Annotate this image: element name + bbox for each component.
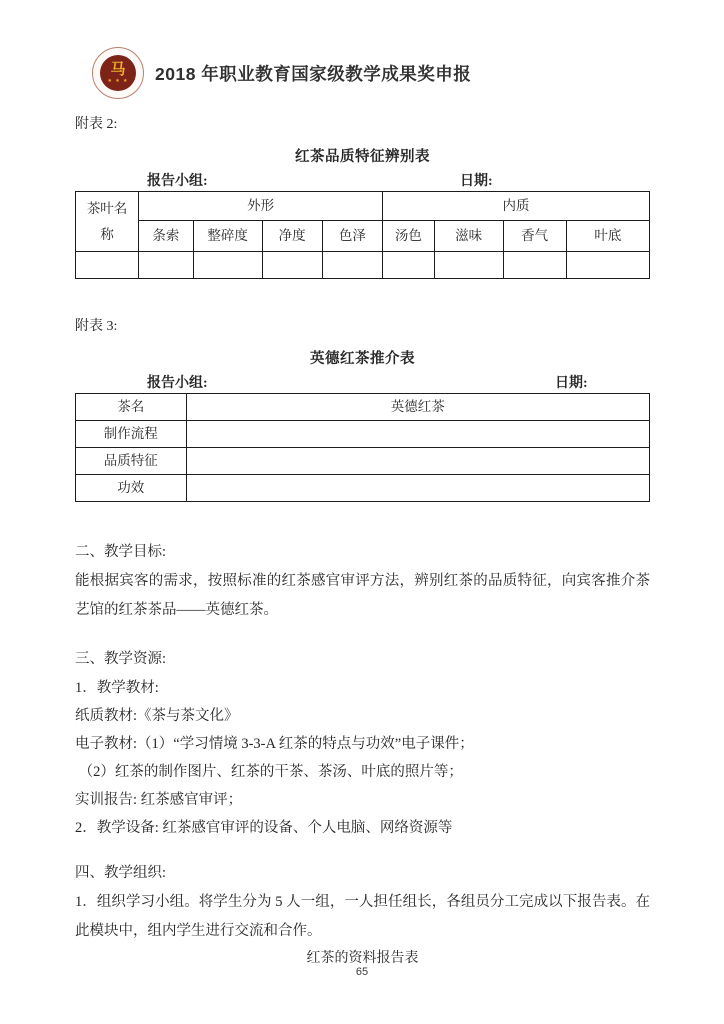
horse-emblem-icon: 马 bbox=[110, 61, 126, 78]
section3-line: 实训报告: 红茶感官审评； bbox=[75, 792, 243, 808]
section2-body: 能根据宾客的需求，按照标准的红茶感官审评方法，辨别红茶的品质特征，向宾客推介茶艺馆的红茶茶品——英德红茶。 bbox=[75, 573, 650, 618]
section3-heading: 三、教学资源: bbox=[75, 651, 167, 667]
school-seal-icon bbox=[92, 47, 144, 99]
date-label: 日期: bbox=[460, 174, 493, 189]
section4-body: 1．组织学习小组。将学生分为 5 人一组，一人担任组长，各组员分工完成以下报告表。在此模块中，组内学生进行交流和合作。 bbox=[75, 894, 650, 939]
col-header-infused-leaf: 叶底 bbox=[566, 221, 649, 252]
tea-quality-table bbox=[75, 191, 650, 279]
table-row bbox=[76, 448, 650, 475]
attachment2-meta-row bbox=[75, 170, 650, 188]
col-group-appearance: 外形 bbox=[139, 192, 383, 221]
report-group-label: 报告小组: bbox=[147, 174, 208, 189]
date-label: 日期: bbox=[555, 376, 588, 391]
stars-icon: ★ ★ ★ bbox=[107, 78, 129, 84]
attachment2-label: 附表 2: bbox=[75, 117, 118, 132]
section3-line: 2．教学设备: 红茶感官审评的设备、个人电脑、网络资源等 bbox=[75, 820, 453, 836]
col-header-evenness: 整碎度 bbox=[193, 221, 262, 252]
row-label-tea-name: 茶名 bbox=[76, 394, 187, 421]
section3-line: 1．教学教材: bbox=[75, 680, 159, 696]
page-number: 65 bbox=[355, 966, 369, 978]
seal-inner-circle bbox=[100, 55, 136, 91]
section3-line: 纸质教材:《茶与茶文化》 bbox=[75, 708, 239, 724]
section4-heading: 四、教学组织: bbox=[75, 865, 167, 881]
table-row bbox=[76, 421, 650, 448]
col-header-taste: 滋味 bbox=[434, 221, 503, 252]
tea-promotion-table bbox=[75, 393, 650, 502]
empty-cell bbox=[566, 252, 649, 279]
empty-cell bbox=[76, 252, 139, 279]
next-table-caption: 红茶的资料报告表 bbox=[306, 951, 419, 966]
col-header-tea-name: 茶叶名称 bbox=[76, 192, 139, 252]
table-row bbox=[76, 394, 650, 421]
table-row bbox=[76, 475, 650, 502]
attachment3-meta-row bbox=[75, 372, 650, 390]
section2-heading: 二、教学目标: bbox=[75, 544, 167, 560]
empty-cell bbox=[262, 252, 322, 279]
col-header-strip: 条索 bbox=[139, 221, 194, 252]
attachment3-table-title: 英德红茶推介表 bbox=[310, 351, 415, 367]
attachment2-table-title: 红茶品质特征辨别表 bbox=[295, 149, 430, 165]
empty-cell bbox=[503, 252, 566, 279]
col-header-cleanliness: 净度 bbox=[262, 221, 322, 252]
empty-cell bbox=[434, 252, 503, 279]
row-value-process bbox=[186, 421, 649, 448]
row-label-quality: 品质特征 bbox=[76, 448, 187, 475]
section3-line: 电子教材:（1）“学习情境 3-3-A 红茶的特点与功效”电子课件； bbox=[75, 736, 474, 752]
attachment3-label: 附表 3: bbox=[75, 319, 118, 334]
row-value-effect bbox=[186, 475, 649, 502]
section3-line: （2）红茶的制作图片、红茶的干茶、茶汤、叶底的照片等； bbox=[75, 764, 463, 780]
document-header bbox=[75, 45, 650, 101]
col-header-aroma: 香气 bbox=[503, 221, 566, 252]
col-header-color: 色泽 bbox=[322, 221, 382, 252]
empty-cell bbox=[322, 252, 382, 279]
empty-cell bbox=[383, 252, 435, 279]
empty-cell bbox=[139, 252, 194, 279]
col-header-liquor-color: 汤色 bbox=[383, 221, 435, 252]
empty-cell bbox=[193, 252, 262, 279]
col-group-inner-quality: 内质 bbox=[383, 192, 650, 221]
row-value-tea-name: 英德红茶 bbox=[186, 394, 649, 421]
document-title: 2018 年职业教育国家级教学成果奖申报 bbox=[155, 63, 472, 84]
row-label-process: 制作流程 bbox=[76, 421, 187, 448]
row-label-effect: 功效 bbox=[76, 475, 187, 502]
report-group-label: 报告小组: bbox=[147, 376, 208, 391]
row-value-quality bbox=[186, 448, 649, 475]
